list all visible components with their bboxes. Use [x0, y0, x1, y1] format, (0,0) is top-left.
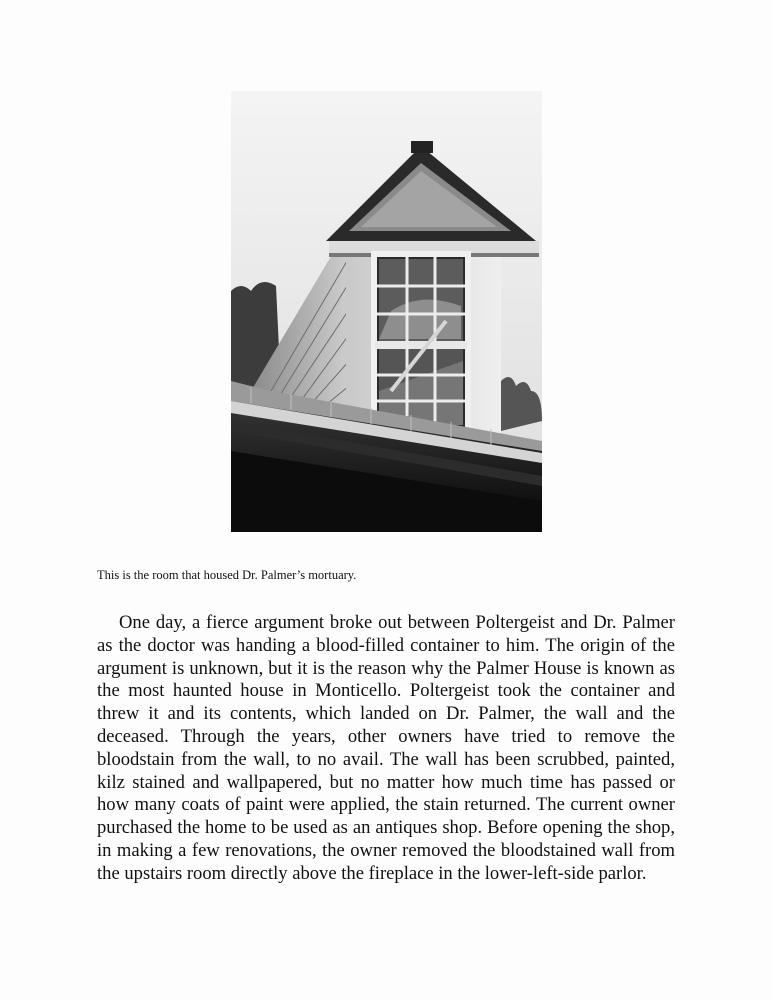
- body-paragraph: One day, a fierce argument broke out between Poltergeist and Dr. Palmer as the doctor was handing a blood-filled container to him. The origin of the argument is unknown, but it is the reason why the Palmer House is known as the most haunted house in Monticello. Poltergeist took the container and threw it and its contents, which landed on Dr. Palmer, the wall and the deceased. Through the years, other owners have tried to remove the bloodstain from the wall, to no avail. The wall has been scrubbed, painted, kilz stained and wallpapered, but no matter how much time has passed or how many coats of paint were applied, the stain returned. The current owner purchased the home to be used as an antiques shop. Before opening the shop, in making a few renovations, the owner removed the bloodstained wall from the upstairs room directly above the fireplace in the lower-left-side parlor.: [97, 612, 675, 884]
- dormer-window-photo: [231, 91, 542, 532]
- figure-caption: This is the room that housed Dr. Palmer’s mortuary.: [97, 568, 357, 582]
